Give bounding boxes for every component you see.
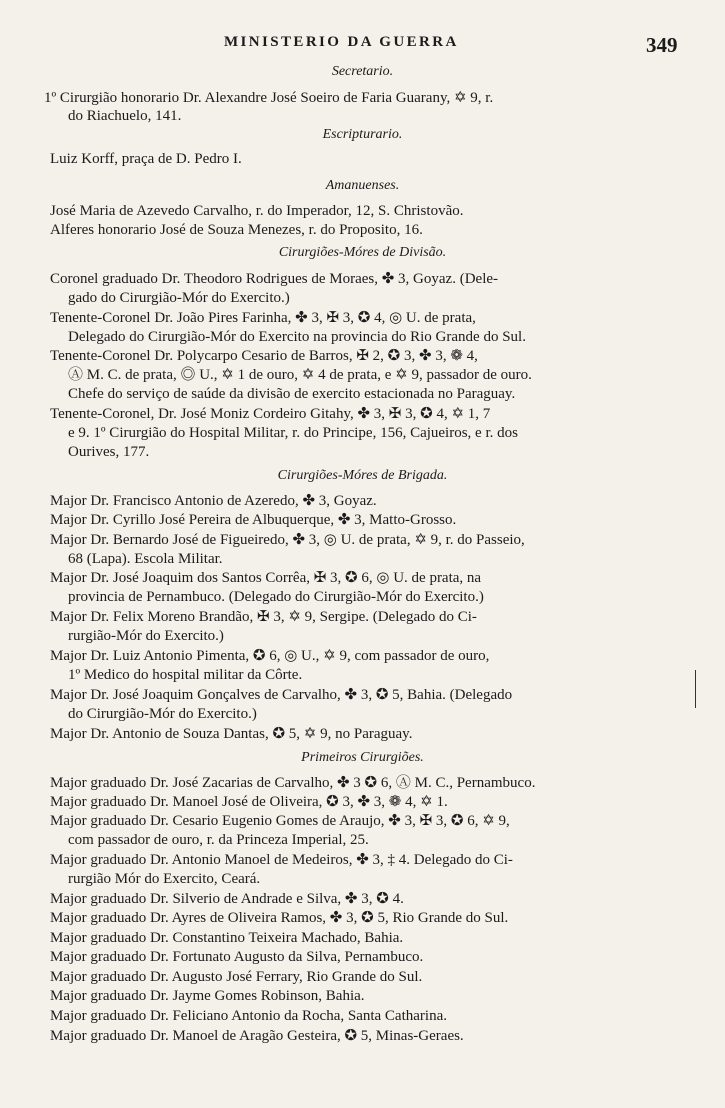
- section-heading-escripturario: Escripturario.: [322, 127, 403, 142]
- entry-line: Ⓐ M. C. de prata, ◎ U., ✡ 1 de ouro, ✡ 4 de prata, e ✡ 9, passador de ouro.: [68, 367, 532, 383]
- entry-line: Major graduado Dr. Ayres de Oliveira Ramos, ✤ 3, ✪ 5, Rio Grande do Sul.: [50, 910, 509, 926]
- entry-line: com passador de ouro, r. da Princeza Imperial, 25.: [68, 832, 369, 848]
- entry-line: Major graduado Dr. José Zacarias de Carvalho, ✤ 3 ✪ 6, Ⓐ M. C., Pernambuco.: [50, 775, 536, 791]
- entry-line: Major Dr. Cyrillo José Pereira de Albuquerque, ✤ 3, Matto-Grosso.: [50, 512, 457, 528]
- entry-line: Alferes honorario José de Souza Menezes, r. do Proposito, 16.: [50, 222, 423, 238]
- entry-line: Major graduado Dr. Cesario Eugenio Gomes de Araujo, ✤ 3, ✠ 3, ✪ 6, ✡ 9,: [50, 813, 510, 829]
- entry-line: rurgião Mór do Exercito, Ceará.: [68, 871, 261, 887]
- entry-line: Coronel graduado Dr. Theodoro Rodrigues de Moraes, ✤ 3, Goyaz. (Dele-: [50, 271, 499, 287]
- entry-line: José Maria de Azevedo Carvalho, r. do Imperador, 12, S. Christovão.: [50, 203, 464, 219]
- entry-line: do Riachuelo, 141.: [68, 108, 182, 124]
- entry-line: 1º Medico do hospital militar da Côrte.: [68, 667, 303, 683]
- entry-line: Tenente-Coronel Dr. Polycarpo Cesario de Barros, ✠ 2, ✪ 3, ✤ 3, ❁ 4,: [50, 348, 478, 364]
- entry-line: e 9. 1º Cirurgião do Hospital Militar, r. do Principe, 156, Cajueiros, e r. dos: [68, 425, 518, 441]
- entry-line: Major graduado Dr. Feliciano Antonio da Rocha, Santa Catharina.: [50, 1008, 447, 1024]
- entry-line: Major Dr. José Joaquim Gonçalves de Carvalho, ✤ 3, ✪ 5, Bahia. (Delegado: [50, 687, 513, 703]
- entry-line: Tenente-Coronel, Dr. José Moniz Cordeiro Gitahy, ✤ 3, ✠ 3, ✪ 4, ✡ 1, 7: [50, 406, 491, 422]
- entry-line: Major graduado Dr. Antonio Manoel de Medeiros, ✤ 3, ‡ 4. Delegado do Ci-: [50, 852, 513, 868]
- entry-line: Major Dr. Antonio de Souza Dantas, ✪ 5, ✡ 9, no Paraguay.: [50, 726, 413, 742]
- entry-line: Major graduado Dr. Constantino Teixeira Machado, Bahia.: [50, 930, 404, 946]
- entry-line: provincia de Pernambuco. (Delegado do Cirurgião-Mór do Exercito.): [68, 589, 484, 605]
- page-header-title: MINISTERIO DA GUERRA: [224, 34, 459, 50]
- entry-line: Major graduado Dr. Manoel José de Oliveira, ✪ 3, ✤ 3, ❁ 4, ✡ 1.: [50, 794, 448, 810]
- entry-line: Major Dr. Bernardo José de Figueiredo, ✤ 3, ◎ U. de prata, ✡ 9, r. do Passeio,: [50, 532, 525, 548]
- entry-line: Luiz Korff, praça de D. Pedro I.: [50, 151, 242, 167]
- entry-line: Major graduado Dr. Augusto José Ferrary, Rio Grande do Sul.: [50, 969, 423, 985]
- section-heading-cirurgioes-divisao: Cirurgiões-Móres de Divisão.: [278, 245, 447, 260]
- entry-line: Major Dr. Luiz Antonio Pimenta, ✪ 6, ◎ U., ✡ 9, com passador de ouro,: [50, 648, 490, 664]
- section-heading-amanuenses: Amanuenses.: [325, 178, 400, 193]
- entry-line: Major Dr. Felix Moreno Brandão, ✠ 3, ✡ 9, Sergipe. (Delegado do Ci-: [50, 609, 477, 625]
- entry-line: Major graduado Dr. Jayme Gomes Robinson, Bahia.: [50, 988, 365, 1004]
- entry-line: Chefe do serviço de saúde da divisão de exercito estacionada no Paraguay.: [68, 386, 516, 402]
- entry-line: Major Dr. José Joaquim dos Santos Corrêa, ✠ 3, ✪ 6, ◎ U. de prata, na: [50, 570, 482, 586]
- entry-line: rurgião-Mór do Exercito.): [68, 628, 224, 644]
- section-heading-secretario: Secretario.: [331, 64, 394, 79]
- entry-line: Tenente-Coronel Dr. João Pires Farinha, ✤ 3, ✠ 3, ✪ 4, ◎ U. de prata,: [50, 310, 476, 326]
- page-number: 349: [646, 33, 678, 57]
- entry-line: 1º Cirurgião honorario Dr. Alexandre José Soeiro de Faria Guarany, ✡ 9, r.: [44, 90, 494, 106]
- section-heading-cirurgioes-brigada: Cirurgiões-Móres de Brigada.: [277, 468, 448, 483]
- section-heading-primeiros-cirurgioes: Primeiros Cirurgiões.: [301, 750, 424, 765]
- entry-line: gado do Cirurgião-Mór do Exercito.): [68, 290, 290, 306]
- entry-line: 68 (Lapa). Escola Militar.: [68, 551, 223, 567]
- entry-line: Ourives, 177.: [68, 444, 150, 460]
- entry-line: Major graduado Dr. Manoel de Aragão Gesteira, ✪ 5, Minas-Geraes.: [50, 1028, 464, 1044]
- entry-line: do Cirurgião-Mór do Exercito.): [68, 706, 257, 722]
- entry-line: Delegado do Cirurgião-Mór do Exercito na provincia do Rio Grande do Sul.: [68, 329, 526, 345]
- entry-line: Major Dr. Francisco Antonio de Azeredo, ✤ 3, Goyaz.: [50, 493, 377, 509]
- entry-line: Major graduado Dr. Fortunato Augusto da Silva, Pernambuco.: [50, 949, 424, 965]
- entry-line: Major graduado Dr. Silverio de Andrade e Silva, ✤ 3, ✪ 4.: [50, 891, 404, 907]
- margin-mark: [695, 670, 696, 708]
